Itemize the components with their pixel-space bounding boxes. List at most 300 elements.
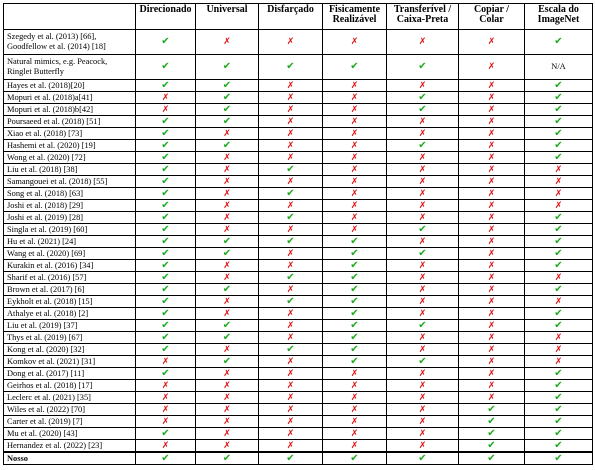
cross-icon: ✗ [259, 416, 323, 428]
check-icon: ✔ [525, 128, 593, 140]
check-icon: ✔ [136, 428, 196, 440]
check-icon: ✔ [259, 344, 323, 356]
check-icon: ✔ [196, 356, 259, 368]
reference-cell: Mopuri et al. (2018)a[41] [4, 92, 136, 104]
cross-icon: ✗ [459, 236, 525, 248]
check-icon: ✔ [525, 152, 593, 164]
check-icon: ✔ [323, 356, 387, 368]
cross-icon: ✗ [323, 104, 387, 116]
check-icon: ✔ [525, 140, 593, 152]
check-icon: ✔ [323, 344, 387, 356]
cross-icon: ✗ [196, 176, 259, 188]
cross-icon: ✗ [196, 296, 259, 308]
check-icon: ✔ [136, 296, 196, 308]
table-body [4, 30, 593, 465]
cross-icon: ✗ [525, 296, 593, 308]
table-row [4, 176, 593, 188]
cross-icon: ✗ [259, 116, 323, 128]
table-row [4, 308, 593, 320]
cross-icon: ✗ [387, 164, 459, 176]
check-icon: ✔ [525, 116, 593, 128]
check-icon: ✔ [525, 308, 593, 320]
cross-icon: ✗ [196, 30, 259, 55]
cross-icon: ✗ [525, 200, 593, 212]
cross-icon: ✗ [196, 260, 259, 272]
table-row [4, 392, 593, 404]
reference-cell: Wong et al. (2020) [72] [4, 152, 136, 164]
table-row [4, 188, 593, 200]
cross-icon: ✗ [259, 428, 323, 440]
cross-icon: ✗ [387, 116, 459, 128]
reference-cell: Samangouei et al. (2018) [55] [4, 176, 136, 188]
cross-icon: ✗ [387, 296, 459, 308]
cross-icon: ✗ [459, 224, 525, 236]
cross-icon: ✗ [387, 308, 459, 320]
table-row [4, 380, 593, 392]
cross-icon: ✗ [259, 152, 323, 164]
cross-icon: ✗ [459, 284, 525, 296]
cross-icon: ✗ [387, 212, 459, 224]
cross-icon: ✗ [259, 320, 323, 332]
check-icon: ✔ [323, 260, 387, 272]
cross-icon: ✗ [525, 176, 593, 188]
table-row [4, 224, 593, 236]
table-row [4, 164, 593, 176]
reference-cell: Leclerc et al. (2021) [35] [4, 392, 136, 404]
cross-icon: ✗ [259, 440, 323, 453]
cross-icon: ✗ [387, 368, 459, 380]
cross-icon: ✗ [136, 416, 196, 428]
check-icon: ✔ [387, 224, 459, 236]
cross-icon: ✗ [323, 128, 387, 140]
check-icon: ✔ [323, 308, 387, 320]
reference-cell: Komkov et al. (2021) [31] [4, 356, 136, 368]
check-icon: ✔ [196, 452, 259, 465]
cross-icon: ✗ [459, 344, 525, 356]
check-icon: ✔ [525, 320, 593, 332]
cross-icon: ✗ [196, 440, 259, 453]
check-icon: ✔ [136, 176, 196, 188]
check-icon: ✔ [196, 92, 259, 104]
check-icon: ✔ [136, 272, 196, 284]
table-row [4, 152, 593, 164]
cross-icon: ✗ [387, 284, 459, 296]
cross-icon: ✗ [387, 200, 459, 212]
check-icon: ✔ [259, 452, 323, 465]
cross-icon: ✗ [387, 272, 459, 284]
cross-icon: ✗ [259, 356, 323, 368]
cross-icon: ✗ [196, 416, 259, 428]
cross-icon: ✗ [323, 92, 387, 104]
cross-icon: ✗ [136, 380, 196, 392]
cross-icon: ✗ [387, 188, 459, 200]
reference-cell: Dong et al. (2017) [11] [4, 368, 136, 380]
cross-icon: ✗ [196, 392, 259, 404]
check-icon: ✔ [525, 392, 593, 404]
cross-icon: ✗ [196, 128, 259, 140]
check-icon: ✔ [259, 236, 323, 248]
check-icon: ✔ [136, 140, 196, 152]
cross-icon: ✗ [387, 440, 459, 453]
table-row [4, 30, 593, 55]
check-icon: ✔ [196, 284, 259, 296]
table-row [4, 140, 593, 152]
check-icon: ✔ [323, 236, 387, 248]
cross-icon: ✗ [387, 380, 459, 392]
cross-icon: ✗ [459, 212, 525, 224]
cross-icon: ✗ [387, 416, 459, 428]
check-icon: ✔ [323, 272, 387, 284]
header-directed: Direcionado [136, 4, 196, 30]
cross-icon: ✗ [459, 320, 525, 332]
cross-icon: ✗ [525, 344, 593, 356]
cross-icon: ✗ [323, 212, 387, 224]
table-row [4, 200, 593, 212]
cross-icon: ✗ [459, 248, 525, 260]
table-row [4, 104, 593, 116]
check-icon: ✔ [323, 320, 387, 332]
cross-icon: ✗ [459, 152, 525, 164]
table-row [4, 296, 593, 308]
cross-icon: ✗ [387, 30, 459, 55]
table-row [4, 80, 593, 92]
table-row [4, 212, 593, 224]
cross-icon: ✗ [387, 428, 459, 440]
check-icon: ✔ [387, 55, 459, 80]
cross-icon: ✗ [323, 416, 387, 428]
check-icon: ✔ [259, 188, 323, 200]
check-icon: ✔ [525, 236, 593, 248]
check-icon: ✔ [196, 236, 259, 248]
check-icon: ✔ [136, 344, 196, 356]
cross-icon: ✗ [259, 308, 323, 320]
cross-icon: ✗ [196, 212, 259, 224]
check-icon: ✔ [459, 440, 525, 453]
reference-cell: Song et al. (2018) [63] [4, 188, 136, 200]
cross-icon: ✗ [259, 104, 323, 116]
check-icon: ✔ [387, 452, 459, 465]
cross-icon: ✗ [387, 392, 459, 404]
comparison-table-container [3, 3, 593, 465]
cross-icon: ✗ [323, 116, 387, 128]
header-copy-paste: Copiar / Colar [459, 4, 525, 30]
check-icon: ✔ [525, 224, 593, 236]
cross-icon: ✗ [459, 55, 525, 80]
cross-icon: ✗ [323, 152, 387, 164]
check-icon: ✔ [525, 284, 593, 296]
check-icon: ✔ [459, 416, 525, 428]
cross-icon: ✗ [459, 296, 525, 308]
cross-icon: ✗ [459, 332, 525, 344]
check-icon: ✔ [136, 212, 196, 224]
reference-cell: Liu et al. (2018) [38] [4, 164, 136, 176]
cross-icon: ✗ [459, 380, 525, 392]
check-icon: ✔ [136, 30, 196, 55]
reference-cell: Athalye et al. (2018) [2] [4, 308, 136, 320]
check-icon: ✔ [323, 248, 387, 260]
cross-icon: ✗ [136, 104, 196, 116]
cross-icon: ✗ [387, 404, 459, 416]
check-icon: ✔ [136, 128, 196, 140]
reference-cell: Wang et al. (2020) [69] [4, 248, 136, 260]
check-icon: ✔ [323, 332, 387, 344]
check-icon: ✔ [387, 248, 459, 260]
table-row [4, 356, 593, 368]
cross-icon: ✗ [136, 356, 196, 368]
cross-icon: ✗ [196, 200, 259, 212]
reference-cell: Joshi et al. (2019) [28] [4, 212, 136, 224]
cross-icon: ✗ [323, 224, 387, 236]
cross-icon: ✗ [459, 80, 525, 92]
cross-icon: ✗ [259, 200, 323, 212]
cross-icon: ✗ [459, 356, 525, 368]
cross-icon: ✗ [136, 404, 196, 416]
check-icon: ✔ [525, 80, 593, 92]
table-row [4, 404, 593, 416]
cross-icon: ✗ [323, 368, 387, 380]
check-icon: ✔ [459, 404, 525, 416]
header-disguised: Disfarçado [259, 4, 323, 30]
reference-cell: Singla et al. (2019) [60] [4, 224, 136, 236]
check-icon: ✔ [136, 248, 196, 260]
cross-icon: ✗ [259, 260, 323, 272]
table-row [4, 116, 593, 128]
table-row [4, 260, 593, 272]
check-icon: ✔ [196, 80, 259, 92]
check-icon: ✔ [136, 224, 196, 236]
header-physically-realizable: Fisicamente Realizável [323, 4, 387, 30]
check-icon: ✔ [323, 284, 387, 296]
reference-cell: Liu et al. (2019) [37] [4, 320, 136, 332]
check-icon: ✔ [525, 368, 593, 380]
cross-icon: ✗ [196, 368, 259, 380]
check-icon: ✔ [136, 164, 196, 176]
check-icon: ✔ [259, 296, 323, 308]
check-icon: ✔ [459, 428, 525, 440]
check-icon: ✔ [136, 116, 196, 128]
reference-cell: Joshi et al. (2018) [29] [4, 200, 136, 212]
cross-icon: ✗ [459, 200, 525, 212]
reference-cell: Eykholt et al. (2018) [15] [4, 296, 136, 308]
cross-icon: ✗ [196, 272, 259, 284]
reference-cell: Kurakin et al. (2016) [34] [4, 260, 136, 272]
check-icon: ✔ [525, 92, 593, 104]
reference-cell: Wiles et al. (2022) [70] [4, 404, 136, 416]
cross-icon: ✗ [459, 30, 525, 55]
reference-cell: Sharif et al. (2016) [57] [4, 272, 136, 284]
reference-cell: Mopuri et al. (2018)b[42] [4, 104, 136, 116]
cross-icon: ✗ [259, 332, 323, 344]
check-icon: ✔ [136, 80, 196, 92]
cross-icon: ✗ [387, 80, 459, 92]
cross-icon: ✗ [459, 308, 525, 320]
table-row [4, 236, 593, 248]
cross-icon: ✗ [323, 188, 387, 200]
comparison-table [3, 3, 593, 465]
cross-icon: ✗ [259, 80, 323, 92]
check-icon: ✔ [525, 404, 593, 416]
cross-icon: ✗ [459, 368, 525, 380]
cross-icon: ✗ [196, 344, 259, 356]
table-row [4, 284, 593, 296]
header-transferable: Transferível / Caixa-Preta [387, 4, 459, 30]
table-row [4, 55, 593, 80]
check-icon: ✔ [136, 308, 196, 320]
reference-cell: Hayes et al. (2018)[20] [4, 80, 136, 92]
cross-icon: ✗ [459, 104, 525, 116]
reference-cell: Szegedy et al. (2013) [66], Goodfellow et al. (2014) [18] [4, 30, 136, 55]
cross-icon: ✗ [525, 164, 593, 176]
table-row [4, 428, 593, 440]
check-icon: ✔ [136, 284, 196, 296]
check-icon: ✔ [525, 380, 593, 392]
cross-icon: ✗ [323, 404, 387, 416]
cross-icon: ✗ [323, 30, 387, 55]
cross-icon: ✗ [323, 440, 387, 453]
check-icon: ✔ [525, 248, 593, 260]
check-icon: ✔ [136, 188, 196, 200]
cross-icon: ✗ [259, 368, 323, 380]
cross-icon: ✗ [323, 80, 387, 92]
cross-icon: ✗ [387, 260, 459, 272]
cross-icon: ✗ [259, 392, 323, 404]
cross-icon: ✗ [323, 380, 387, 392]
check-icon: ✔ [459, 452, 525, 465]
check-icon: ✔ [136, 320, 196, 332]
cross-icon: ✗ [323, 392, 387, 404]
reference-cell: Nosso [4, 452, 136, 465]
header-method [4, 4, 136, 30]
table-row [4, 368, 593, 380]
cross-icon: ✗ [259, 284, 323, 296]
table-row [4, 248, 593, 260]
check-icon: ✔ [525, 30, 593, 55]
check-icon: ✔ [196, 140, 259, 152]
cross-icon: ✗ [525, 332, 593, 344]
cross-icon: ✗ [259, 128, 323, 140]
cross-icon: ✗ [459, 188, 525, 200]
check-icon: ✔ [136, 236, 196, 248]
table-row [4, 92, 593, 104]
ours-row [4, 452, 593, 465]
check-icon: ✔ [323, 55, 387, 80]
check-icon: ✔ [196, 320, 259, 332]
reference-cell: Brown et al. (2017) [6] [4, 284, 136, 296]
check-icon: ✔ [196, 248, 259, 260]
check-icon: ✔ [196, 104, 259, 116]
header-row [4, 4, 593, 30]
reference-cell: Hu et al. (2021) [24] [4, 236, 136, 248]
cross-icon: ✗ [196, 164, 259, 176]
reference-cell: Thys et al. (2019) [67] [4, 332, 136, 344]
check-icon: ✔ [387, 320, 459, 332]
check-icon: ✔ [259, 55, 323, 80]
check-icon: ✔ [525, 260, 593, 272]
cross-icon: ✗ [459, 116, 525, 128]
reference-cell: Poursaeed et al. (2018) [51] [4, 116, 136, 128]
cross-icon: ✗ [323, 140, 387, 152]
reference-cell: Geirhos et al. (2018) [17] [4, 380, 136, 392]
reference-cell: Hernandez et al. (2022) [23] [4, 440, 136, 453]
cross-icon: ✗ [387, 332, 459, 344]
table-row [4, 344, 593, 356]
check-icon: ✔ [259, 212, 323, 224]
cross-icon: ✗ [525, 188, 593, 200]
cross-icon: ✗ [459, 272, 525, 284]
check-icon: ✔ [525, 104, 593, 116]
check-icon: ✔ [387, 140, 459, 152]
check-icon: ✔ [196, 116, 259, 128]
table-row [4, 416, 593, 428]
check-icon: ✔ [525, 440, 593, 453]
cross-icon: ✗ [259, 380, 323, 392]
cross-icon: ✗ [459, 128, 525, 140]
check-icon: ✔ [525, 416, 593, 428]
cross-icon: ✗ [387, 152, 459, 164]
check-icon: ✔ [136, 152, 196, 164]
reference-cell: Kong et al. (2020) [32] [4, 344, 136, 356]
cross-icon: ✗ [525, 356, 593, 368]
cross-icon: ✗ [525, 272, 593, 284]
check-icon: ✔ [525, 428, 593, 440]
cross-icon: ✗ [259, 140, 323, 152]
table-row [4, 332, 593, 344]
cross-icon: ✗ [387, 128, 459, 140]
cross-icon: ✗ [136, 440, 196, 453]
table-row [4, 128, 593, 140]
cross-icon: ✗ [136, 92, 196, 104]
table-row [4, 272, 593, 284]
check-icon: ✔ [136, 332, 196, 344]
cross-icon: ✗ [196, 224, 259, 236]
check-icon: ✔ [136, 452, 196, 465]
cross-icon: ✗ [323, 164, 387, 176]
cross-icon: ✗ [459, 392, 525, 404]
cross-icon: ✗ [459, 176, 525, 188]
header-universal: Universal [196, 4, 259, 30]
cross-icon: ✗ [459, 140, 525, 152]
check-icon: ✔ [196, 332, 259, 344]
cross-icon: ✗ [259, 30, 323, 55]
table-row [4, 440, 593, 453]
cross-icon: ✗ [323, 428, 387, 440]
check-icon: ✔ [387, 104, 459, 116]
table-row [4, 320, 593, 332]
check-icon: ✔ [525, 212, 593, 224]
check-icon: ✔ [323, 452, 387, 465]
cross-icon: ✗ [459, 260, 525, 272]
cross-icon: ✗ [136, 392, 196, 404]
cross-icon: ✗ [387, 236, 459, 248]
cross-icon: ✗ [387, 344, 459, 356]
cross-icon: ✗ [459, 92, 525, 104]
cross-icon: ✗ [259, 404, 323, 416]
cross-icon: ✗ [259, 176, 323, 188]
cross-icon: ✗ [196, 152, 259, 164]
cross-icon: ✗ [259, 224, 323, 236]
reference-cell: Hashemi et al. (2020) [19] [4, 140, 136, 152]
check-icon: ✔ [387, 92, 459, 104]
cross-icon: ✗ [259, 92, 323, 104]
check-icon: ✔ [387, 356, 459, 368]
cross-icon: ✗ [196, 188, 259, 200]
reference-cell: Xiao et al. (2018) [73] [4, 128, 136, 140]
check-icon: ✔ [259, 164, 323, 176]
reference-cell: Mu et al. (2020) [43] [4, 428, 136, 440]
reference-cell: Natural mimics, e.g. Peacock, Ringlet Butterfly [4, 55, 136, 80]
check-icon: ✔ [136, 200, 196, 212]
imagenet-scale-value: N/A [525, 55, 593, 80]
